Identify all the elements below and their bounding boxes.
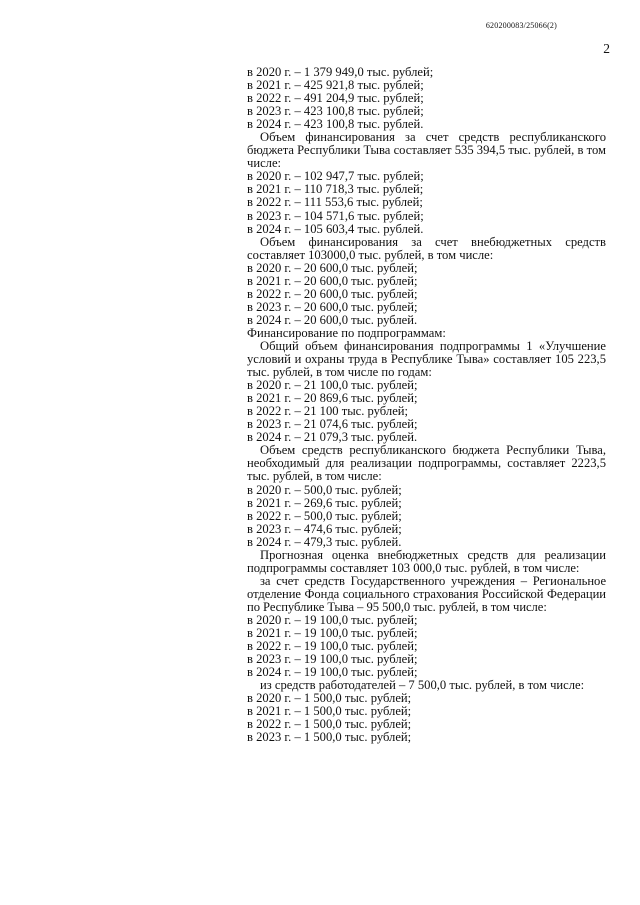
funding-line-2022-total: в 2022 г. – 491 204,9 тыс. рублей; [247, 91, 424, 106]
paragraph-extrabudgetary: Объем финансирования за счет внебюджетных средств составляет 103000,0 тыс. рублей, в том числе: [247, 234, 606, 262]
funding-line-2023-sub1: в 2023 г. – 21 074,6 тыс. рублей; [247, 417, 418, 432]
document-body [247, 66, 606, 744]
funding-line-2024-extra: в 2024 г. – 20 600,0 тыс. рублей. [247, 312, 418, 327]
document-code: 620200083/25066(2) [485, 21, 557, 30]
funding-line-2021-sub1-budget: в 2021 г. – 269,6 тыс. рублей; [247, 495, 402, 510]
funding-line-2022-budget: в 2022 г. – 111 553,6 тыс. рублей; [247, 195, 423, 210]
funding-line-2020-fund: в 2020 г. – 19 100,0 тыс. рублей; [247, 612, 418, 627]
funding-line-2023-sub1-budget: в 2023 г. – 474,6 тыс. рублей; [247, 521, 402, 536]
funding-line-2020-employer: в 2020 г. – 1 500,0 тыс. рублей; [247, 691, 412, 706]
funding-line-2023-fund: в 2023 г. – 19 100,0 тыс. рублей; [247, 652, 418, 667]
funding-line-2023-extra: в 2023 г. – 20 600,0 тыс. рублей; [247, 299, 418, 314]
funding-line-2024-fund: в 2024 г. – 19 100,0 тыс. рублей; [247, 665, 418, 680]
funding-line-2022-extra: в 2022 г. – 20 600,0 тыс. рублей; [247, 286, 418, 301]
funding-line-2021-budget: в 2021 г. – 110 718,3 тыс. рублей; [247, 182, 424, 197]
funding-line-2021-extra: в 2021 г. – 20 600,0 тыс. рублей; [247, 273, 418, 288]
paragraph-employer-funds: из средств работодателей – 7 500,0 тыс. рублей, в том числе: [260, 678, 585, 693]
funding-line-2020-sub1-budget: в 2020 г. – 500,0 тыс. рублей; [247, 482, 402, 497]
funding-line-2022-sub1-budget: в 2022 г. – 500,0 тыс. рублей; [247, 508, 402, 523]
funding-line-2020-budget: в 2020 г. – 102 947,7 тыс. рублей; [247, 169, 424, 184]
funding-line-2023-total: в 2023 г. – 423 100,8 тыс. рублей; [247, 104, 424, 119]
funding-line-2024-budget: в 2024 г. – 105 603,4 тыс. рублей. [247, 221, 424, 236]
paragraph-republic-budget: Объем финансирования за счет средств республиканского бюджета Республики Тыва составляет 535 394,5 тыс. рублей, в том числе: [247, 130, 606, 171]
funding-line-2024-sub1: в 2024 г. – 21 079,3 тыс. рублей. [247, 430, 418, 445]
funding-line-2022-sub1: в 2022 г. – 21 100 тыс. рублей; [247, 404, 409, 419]
funding-line-2020-total: в 2020 г. – 1 379 949,0 тыс. рублей; [247, 65, 434, 79]
paragraph-subprogram-budget: Объем средств республиканского бюджета Республики Тыва, необходимый для реализации подпрограммы, составляет 2223,5 тыс. рублей, в том числе: [247, 443, 606, 484]
funding-line-2020-extra: в 2020 г. – 20 600,0 тыс. рублей; [247, 260, 418, 275]
funding-line-2021-total: в 2021 г. – 425 921,8 тыс. рублей; [247, 78, 424, 93]
funding-line-2021-fund: в 2021 г. – 19 100,0 тыс. рублей; [247, 626, 418, 641]
funding-line-2021-employer: в 2021 г. – 1 500,0 тыс. рублей; [247, 704, 412, 719]
page-number: 2 [603, 41, 610, 56]
funding-line-2022-employer: в 2022 г. – 1 500,0 тыс. рублей; [247, 717, 412, 732]
subprogram-financing-heading: Финансирование по подпрограммам: [247, 325, 446, 340]
funding-line-2023-employer: в 2023 г. – 1 500,0 тыс. рублей; [247, 730, 412, 745]
funding-line-2023-budget: в 2023 г. – 104 571,6 тыс. рублей; [247, 208, 424, 223]
funding-line-2022-fund: в 2022 г. – 19 100,0 тыс. рублей; [247, 639, 418, 654]
funding-line-2024-sub1-budget: в 2024 г. – 479,3 тыс. рублей. [247, 534, 402, 549]
funding-line-2021-sub1: в 2021 г. – 20 869,6 тыс. рублей; [247, 391, 418, 406]
paragraph-forecast-extrabudgetary: Прогнозная оценка внебюджетных средств для реализации подпрограммы составляет 103 000,0 тыс. рублей, в том числе: [247, 547, 606, 575]
paragraph-social-insurance-fund: за счет средств Государственного учреждения – Региональное отделение Фонда социального страхования Российской Федерации по Республике Тыва – 95 500,0 тыс. рублей, в том числе: [247, 573, 606, 614]
paragraph-subprogram-1-total: Общий объем финансирования подпрограммы 1 «Улучшение условий и охраны труда в Республике Тыва» составляет 105 223,5 тыс. рублей, в том числе по годам: [247, 338, 606, 380]
funding-line-2024-total: в 2024 г. – 423 100,8 тыс. рублей. [247, 117, 424, 132]
funding-line-2020-sub1: в 2020 г. – 21 100,0 тыс. рублей; [247, 378, 418, 393]
